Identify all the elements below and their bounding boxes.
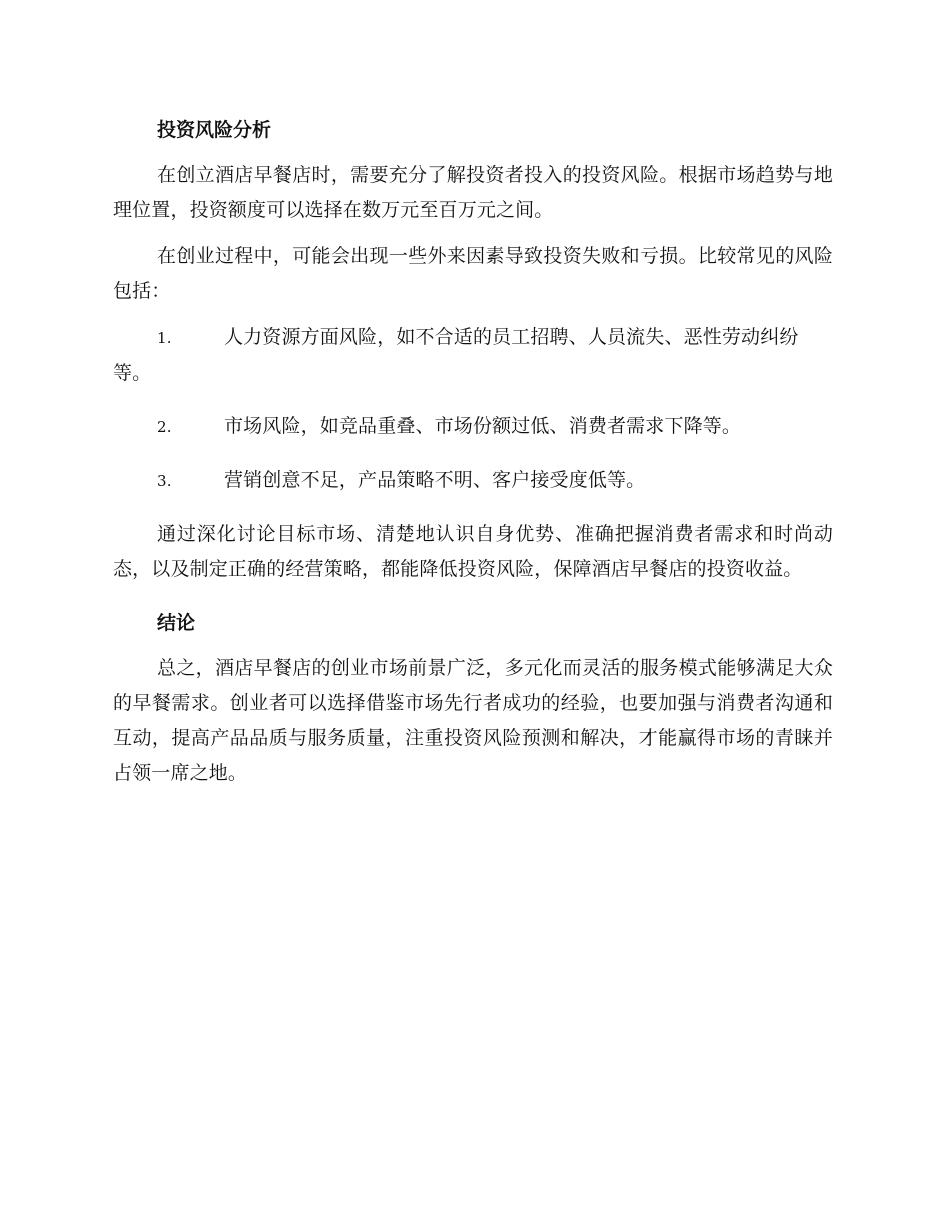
list-item-text: 营销创意不足，产品策略不明、客户接受度低等。 bbox=[224, 469, 646, 491]
list-item-text: 市场风险，如竞品重叠、市场份额过低、消费者需求下降等。 bbox=[224, 415, 742, 437]
document-page bbox=[113, 112, 833, 802]
list-item bbox=[113, 463, 833, 499]
list-item bbox=[113, 409, 833, 445]
list-item bbox=[113, 320, 833, 391]
paragraph-risk-intro: 在创立酒店早餐店时，需要充分了解投资者投入的投资风险。根据市场趋势与地理位置，投资额度可以选择在数万元至百万元之间。 bbox=[113, 164, 833, 221]
list-number: 3. bbox=[157, 472, 172, 490]
paragraph-risk-summary: 通过深化讨论目标市场、清楚地认识自身优势、准确把握消费者需求和时尚动态，以及制定正确的经营策略，都能降低投资风险，保障酒店早餐店的投资收益。 bbox=[113, 523, 833, 580]
paragraph-risk-list-intro: 在创业过程中，可能会出现一些外来因素导致投资失败和亏损。比较常见的风险包括： bbox=[113, 245, 833, 302]
list-number: 1. bbox=[157, 329, 172, 347]
list-item-text: 人力资源方面风险，如不合适的员工招聘、人员流失、恶性劳动纠纷等。 bbox=[113, 326, 799, 384]
list-number: 2. bbox=[157, 418, 172, 436]
section-heading-risk: 投资风险分析 bbox=[157, 119, 272, 141]
section-heading-conclusion: 结论 bbox=[157, 612, 196, 634]
paragraph-conclusion: 总之，酒店早餐店的创业市场前景广泛，多元化而灵活的服务模式能够满足大众的早餐需求。创业者可以选择借鉴市场先行者成功的经验，也要加强与消费者沟通和互动，提高产品品质与服务质量，注重投资风险预测和解决，才能赢得市场的青睐并占领一席之地。 bbox=[113, 657, 833, 784]
